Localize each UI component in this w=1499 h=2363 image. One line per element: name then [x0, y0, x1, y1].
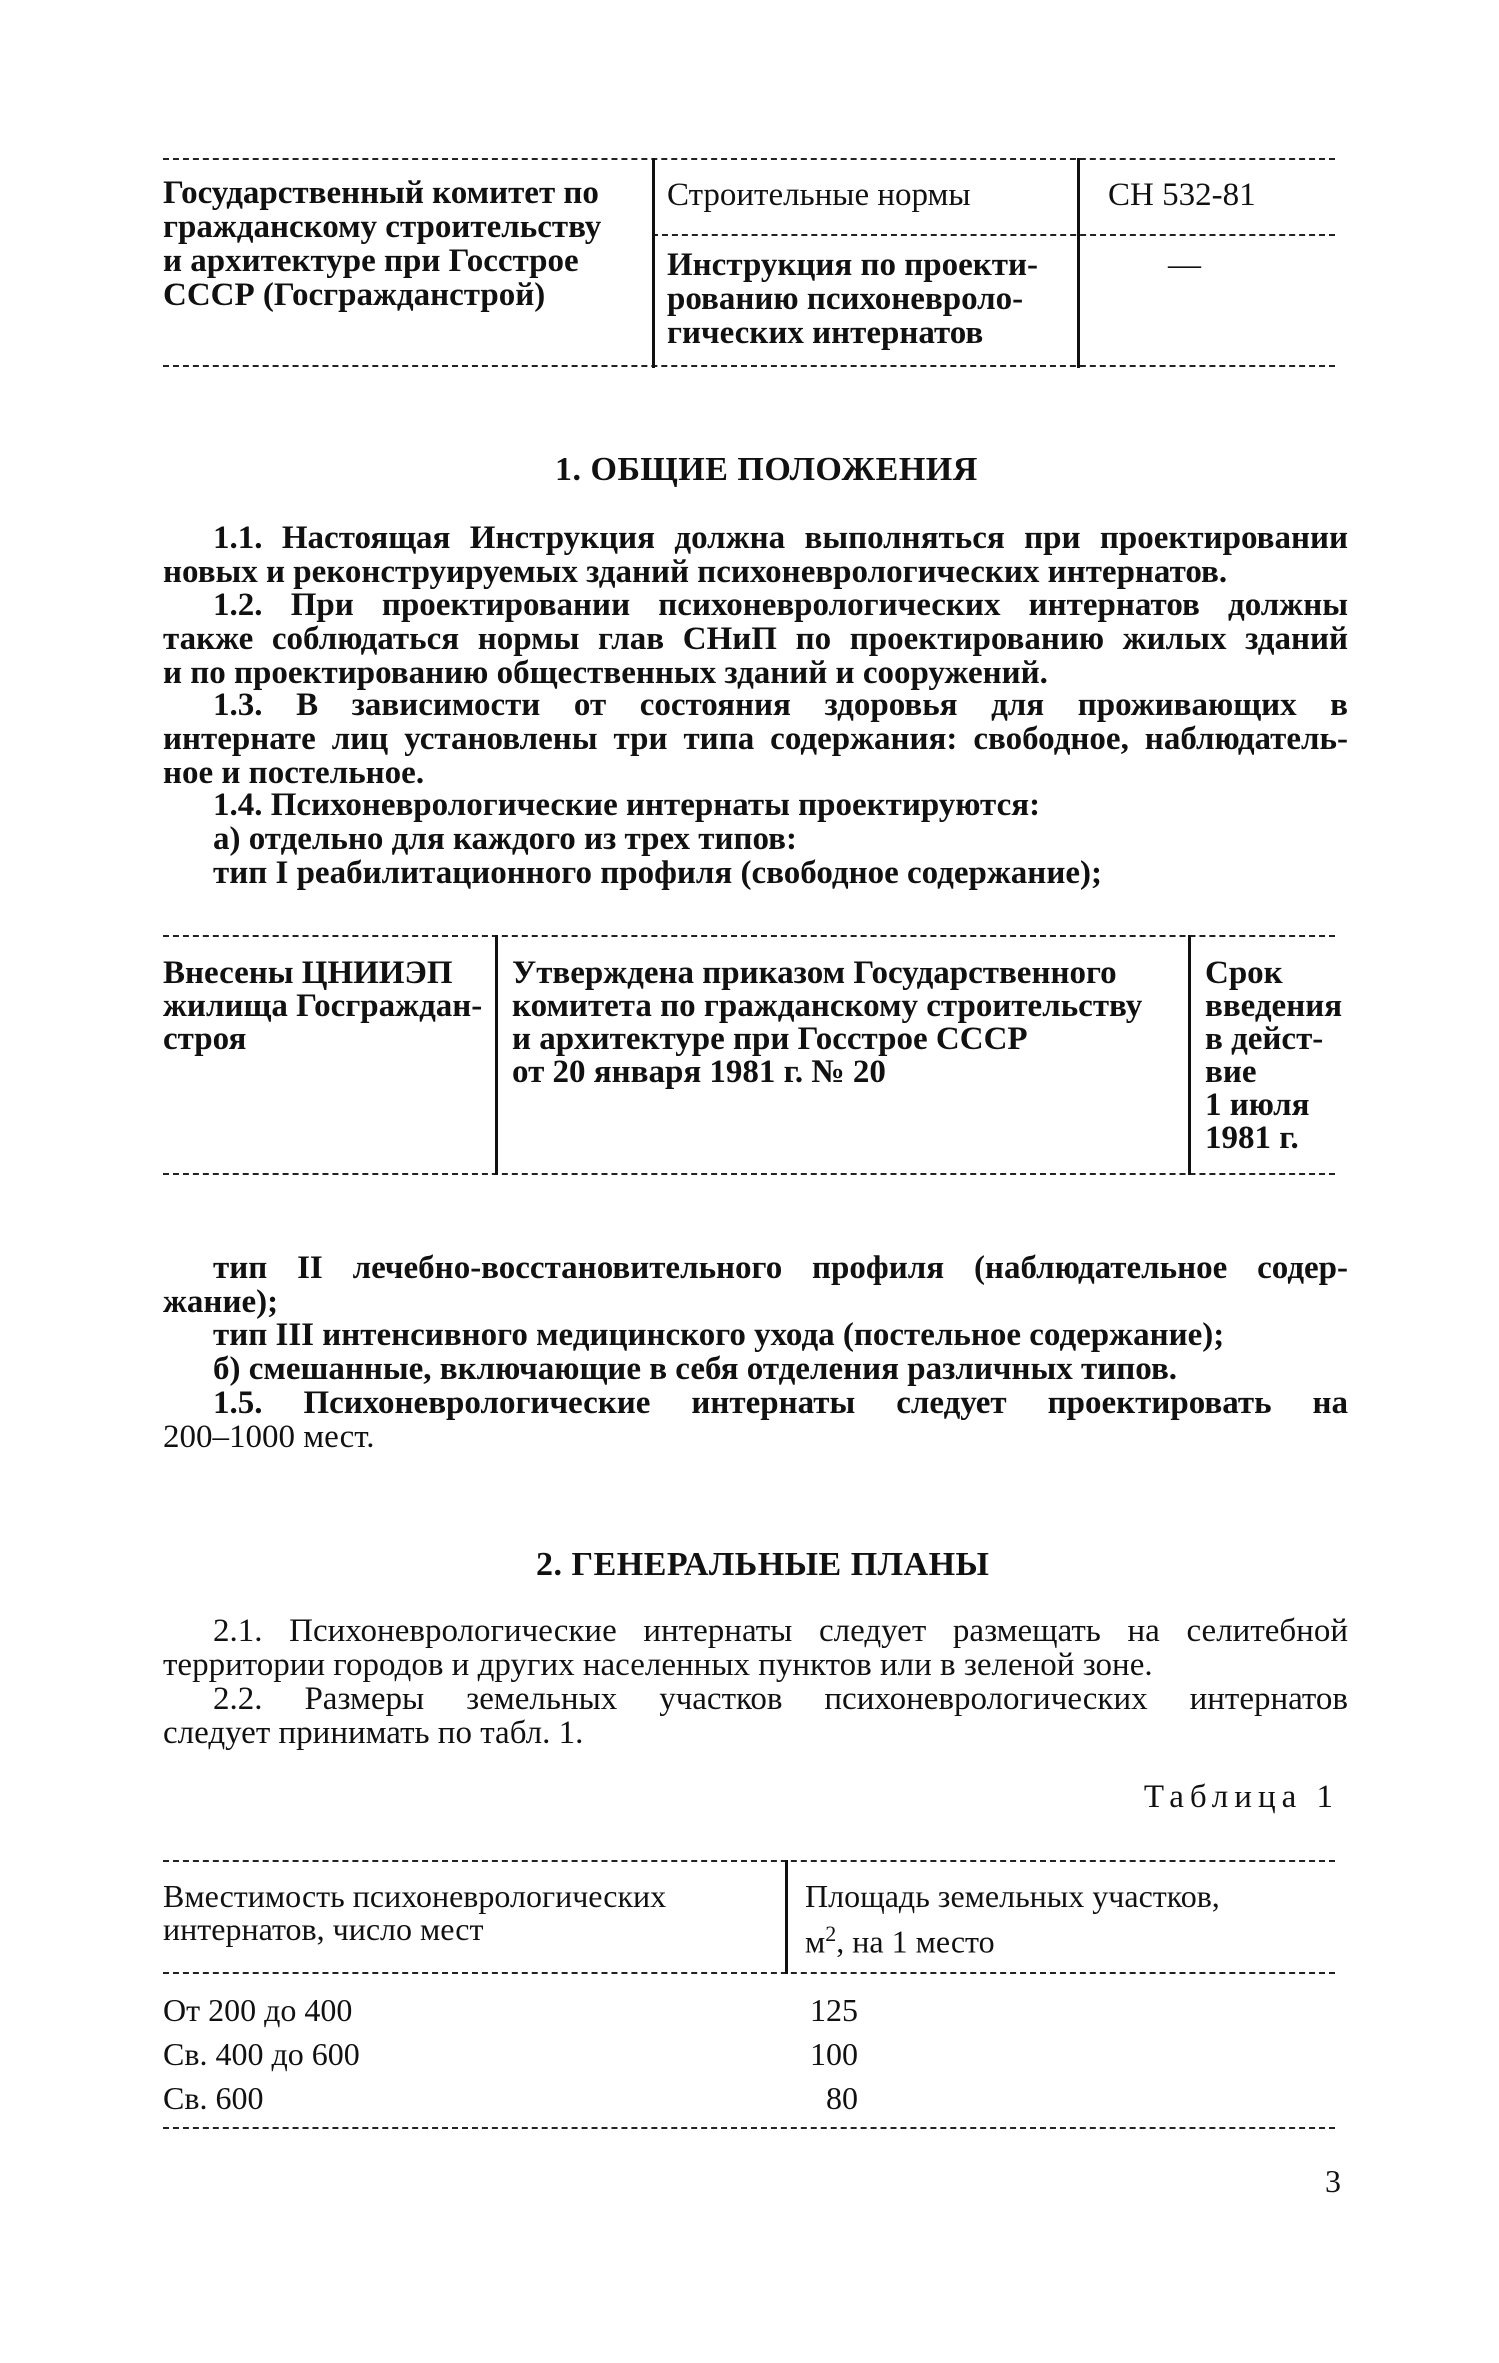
col1-header-line: Вместимость психоневрологических — [163, 1878, 667, 1914]
header-norms-type: Строительные нормы — [667, 177, 971, 213]
table-row-value — [810, 2038, 858, 2071]
paragraph-1-3 — [163, 688, 1348, 790]
unit-superscript: 2 — [825, 1921, 837, 1946]
capacity-cell: От 200 до 400 — [163, 1992, 353, 2028]
text-line: тип III интенсивного медицинского ухода (постельное содержание); — [213, 1317, 1225, 1353]
capacity-cell: Св. 600 — [163, 2080, 264, 2116]
paragraph-1-1 — [163, 521, 1348, 589]
header-bottom-rule — [163, 365, 1335, 367]
header-divider-2 — [1077, 158, 1080, 368]
approved-line: и архитектуре при Госстрое СССР — [512, 1021, 1028, 1057]
table-row — [163, 2038, 360, 2071]
text-line: 1.3. В зависимости от состояния здоровья для проживающих в — [213, 687, 1348, 723]
header-code: СН 532-81 — [1108, 177, 1256, 213]
submitted-line: строя — [163, 1021, 247, 1057]
intro-submitted — [163, 957, 493, 1056]
section-2-heading: 2. ГЕНЕРАЛЬНЫЕ ПЛАНЫ — [536, 1546, 990, 1583]
header-top-rule — [163, 158, 1335, 160]
text-line: 1.1. Настоящая Инструкция должна выполняться при проектировании — [213, 520, 1348, 556]
text-line: 1.4. Психоневрологические интернаты проектируются: — [213, 787, 1041, 823]
text-line: тип II лечебно-восстановительного профиля (наблюдательное содер- — [213, 1250, 1348, 1286]
text-line: ное и постельное. — [163, 755, 425, 791]
paragraph-1-5 — [163, 1386, 1348, 1454]
table-header-rule — [163, 1972, 1335, 1974]
header-replaces: — — [1168, 247, 1201, 283]
text-line: 1.2. При проектировании психоневрологических интернатов должны — [213, 587, 1348, 623]
intro-divider-1 — [495, 935, 498, 1175]
effective-line: Срок — [1205, 955, 1283, 991]
org-line: Государственный комитет по — [163, 175, 599, 211]
text-line: следует принимать по табл. 1. — [163, 1715, 584, 1751]
text-line: интернате лиц установлены три типа содержания: свободное, наблюдатель- — [163, 721, 1348, 757]
table-row-value — [826, 2082, 858, 2115]
table-row — [163, 1994, 352, 2027]
type-2-paragraph — [163, 1251, 1348, 1319]
table-header-divider — [785, 1860, 788, 1974]
paragraph-2-1 — [163, 1614, 1348, 1682]
effective-line: 1 июля — [1205, 1087, 1310, 1123]
table-1-caption: Таблица 1 — [1143, 1779, 1339, 1815]
intro-top-rule — [163, 935, 1335, 937]
unit-text: м — [805, 1923, 826, 1960]
paragraph-1-4 — [163, 788, 1348, 890]
capacity-cell: Св. 400 до 600 — [163, 2036, 360, 2072]
table-col2-header — [805, 1880, 1335, 1959]
effective-line: в дейст- — [1205, 1021, 1324, 1057]
area-cell: 100 — [810, 2036, 858, 2072]
text-line: новых и реконструируемых зданий психоневрологических интернатов. — [163, 554, 1228, 590]
table-top-rule — [163, 1860, 1335, 1862]
intro-bottom-rule — [163, 1173, 1335, 1175]
col1-header-line: интернатов, число мест — [163, 1911, 484, 1947]
mixed-paragraph — [163, 1352, 1348, 1386]
col2-header-line: Площадь земельных участков, — [805, 1878, 1220, 1914]
page-number: 3 — [1325, 2163, 1341, 2199]
section-1-heading: 1. ОБЩИЕ ПОЛОЖЕНИЯ — [555, 451, 978, 488]
table-col1-header — [163, 1880, 773, 1946]
table-row — [163, 2082, 263, 2115]
title-line: гических интернатов — [667, 315, 984, 351]
org-line: гражданскому строительству — [163, 209, 602, 245]
org-line: и архитектуре при Госстрое — [163, 243, 579, 279]
intro-divider-2 — [1188, 935, 1191, 1175]
header-divider-1 — [652, 158, 655, 368]
submitted-line: жилища Госграждан- — [163, 988, 483, 1024]
approved-line: от 20 января 1981 г. № 20 — [512, 1054, 886, 1090]
intro-effective — [1205, 957, 1345, 1155]
text-line: жание); — [163, 1284, 279, 1320]
text-line: б) смешанные, включающие в себя отделения различных типов. — [213, 1351, 1178, 1387]
text-line: 200–1000 мест. — [163, 1419, 375, 1455]
text-line: а) отдельно для каждого из трех типов: — [213, 821, 797, 857]
area-cell: 80 — [826, 2080, 858, 2116]
table-row-value — [810, 1994, 858, 2027]
header-organization — [163, 176, 643, 312]
header-mid-rule — [652, 234, 1335, 236]
paragraph-1-2 — [163, 588, 1348, 690]
intro-approved — [512, 957, 1182, 1089]
unit-rest: , на 1 место — [836, 1923, 995, 1960]
text-line: 1.5. Психоневрологические интернаты следует проектировать на — [213, 1385, 1348, 1421]
approved-line: комитета по гражданскому строительству — [512, 988, 1143, 1024]
submitted-line: Внесены ЦНИИЭП — [163, 955, 453, 991]
text-line: также соблюдаться нормы глав СНиП по проектированию жилых зданий — [163, 621, 1348, 657]
title-line: Инструкция по проекти- — [667, 247, 1039, 283]
text-line: и по проектированию общественных зданий и сооружений. — [163, 655, 1048, 691]
org-line: СССР (Госгражданстрой) — [163, 277, 546, 313]
effective-line: 1981 г. — [1205, 1120, 1299, 1156]
text-line: тип I реабилитационного профиля (свободное содержание); — [213, 855, 1102, 891]
area-cell: 125 — [810, 1992, 858, 2028]
effective-line: вие — [1205, 1054, 1257, 1090]
paragraph-2-2 — [163, 1682, 1348, 1750]
table-bottom-rule — [163, 2127, 1335, 2129]
col2-header-line — [805, 1917, 1335, 1959]
text-line: 2.2. Размеры земельных участков психоневрологических интернатов — [213, 1681, 1348, 1717]
text-line: территории городов и других населенных пунктов или в зеленой зоне. — [163, 1647, 1153, 1683]
text-line: 2.1. Психоневрологические интернаты следует размещать на селитебной — [213, 1613, 1348, 1649]
approved-line: Утверждена приказом Государственного — [512, 955, 1117, 991]
effective-line: введения — [1205, 988, 1343, 1024]
title-line: рованию психоневроло- — [667, 281, 1024, 317]
header-title — [667, 248, 1067, 350]
type-3-paragraph — [163, 1318, 1348, 1352]
